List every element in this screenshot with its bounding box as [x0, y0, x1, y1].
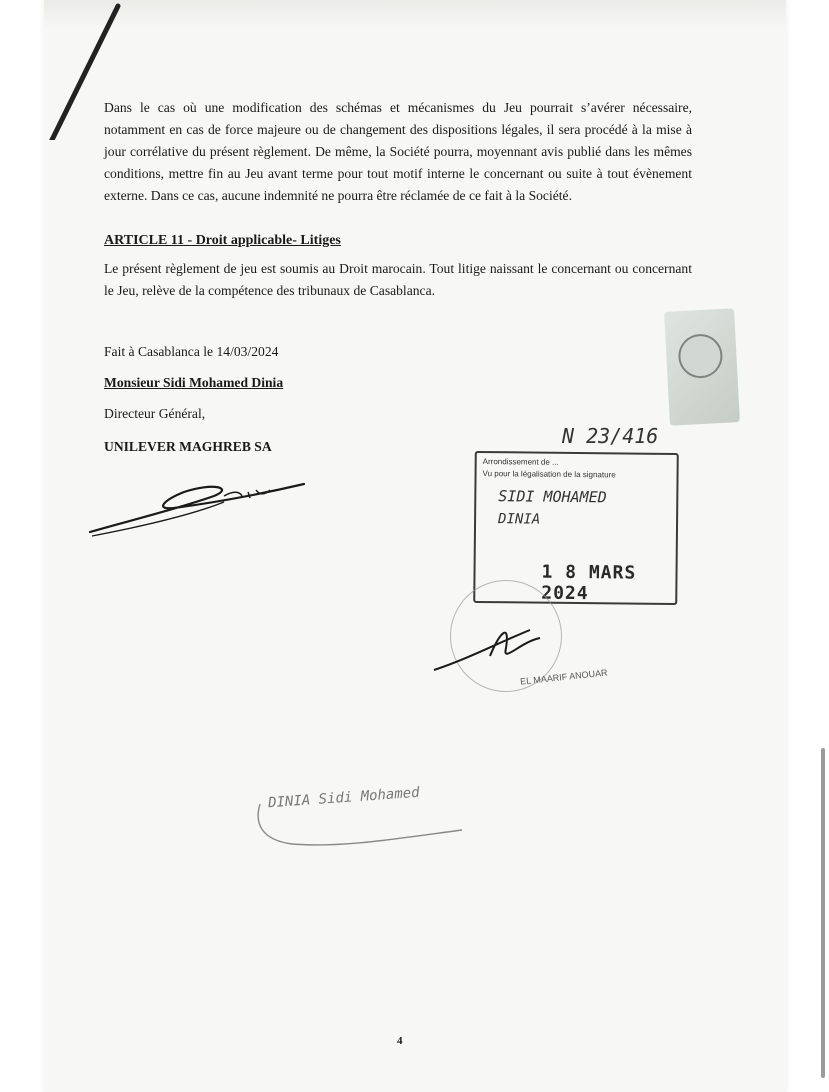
company-name: UNILEVER MAGHREB SA — [104, 439, 272, 454]
stamp-legalization-line: Vu pour la légalisation de la signature — [482, 469, 616, 480]
stamp-header: Arrondissement de ... — [482, 457, 559, 467]
signer-name: Monsieur Sidi Mohamed Dinia — [104, 375, 284, 390]
stamp-name-line-2: DINIA — [498, 511, 541, 528]
handwritten-note: DINIA Sidi Mohamed — [267, 784, 421, 812]
scrollbar-thumb[interactable] — [821, 748, 825, 1078]
handwritten-signature — [84, 470, 314, 550]
seal-caption: EL MAARIF ANOUAR — [519, 667, 608, 687]
place-and-date: Fait à Casablanca le 14/03/2024 — [104, 344, 279, 359]
page-number: 4 — [397, 1035, 403, 1047]
stamp-date: 1 8 MARS 2024 — [541, 561, 637, 605]
handwritten-note-underline — [252, 800, 472, 852]
paragraph-modification-clause: Dans le cas où une modification des schémas et mécanismes du Jeu pourrait s’avérer nécessaire, notamment en cas de force majeure ou de changement des dispositions légales, il sera procédé à la mise à jour corrélative du présent règlement. De même, la Société pourra, moyennant avis publié dans les mêmes conditions, mettre fin au Jeu avant terme pour tout motif interne le concernant ou suite à tout évènement externe. Dans ce cas, aucune indemnité ne pourra être réclamée de ce fait à la Société. — [104, 100, 692, 203]
reference-number: N 23/416 — [562, 424, 659, 448]
page-top-shadow — [44, 0, 786, 30]
stamp-name-line-1: SIDI MOHAMED — [498, 487, 607, 507]
article-11-heading: ARTICLE 11 - Droit applicable- Litiges — [104, 233, 341, 248]
paragraph-applicable-law: Le présent règlement de jeu est soumis au Droit marocain. Tout litige naissant le concernant ou concernant le Jeu, relève de la compétence des tribunaux de Casablanca. — [104, 261, 692, 298]
official-signature — [430, 612, 570, 682]
signer-title: Directeur Général, — [104, 406, 206, 421]
fiscal-seal-emblem — [677, 333, 723, 379]
fiscal-stamp — [664, 308, 740, 426]
